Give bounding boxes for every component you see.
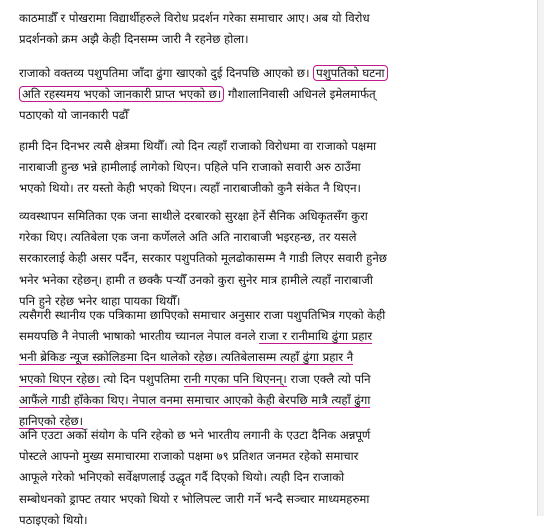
text-line	[19, 84, 531, 105]
text-line: पनि हुने रहेछ भनेर थाहा पायका थियौँ।	[19, 293, 181, 308]
text-line: पोस्टले आफ्नो मुख्य समाचारमा राजाको पक्षमा ७९ प्रतिशत जनमत रहेको समाचार	[19, 449, 359, 464]
paragraph-5	[19, 305, 531, 432]
text-line	[19, 347, 531, 368]
text-line	[19, 326, 531, 347]
underlined-annotation: आफैंले गाडी हाँकेका थिए। नेपाल वनमा समाचार आएको केही बेरपछि मात्रै त्यहाँ ढुंगा	[19, 392, 371, 407]
text-line	[19, 63, 531, 84]
text-span: त्यो दिन पशुपतिमा	[99, 371, 184, 386]
text-line	[19, 390, 531, 411]
text-line: नाराबाजी हुन्छ भन्ने हामीलाई लागेको थिएन। पहिले पनि राजाको सवारी अरु ठाउँमा	[19, 160, 361, 175]
paragraph-2	[19, 63, 531, 127]
text-span: राजाको वक्तव्य पशुपतिमा जाँदा ढुंगा खाएको दुई दिनपछि आएको छ।	[19, 66, 314, 80]
window-scroll-edge[interactable]	[537, 0, 544, 516]
text-line: भनेर भनेका रहेछन्। हामी त छक्कै पऱ्यौँ उनको कुरा सुनेर मात्र हामीले त्यहाँ नाराबाजी	[19, 272, 373, 287]
underlined-annotation: त्यतिबेलासम्म त्यहाँ ढुंगा प्रहार नै	[217, 350, 354, 365]
paragraph-6	[19, 425, 531, 531]
text-line: आफूले गरेको भनिएको सर्वेक्षणलाई उद्धृत गर्दै दिएको थियो। त्यही दिन राजाको	[19, 470, 345, 485]
text-line: अनि एउटा अर्को संयोग के पनि रहेको छ भने भारतीय लगानी के एउटा दैनिक अन्नपूर्ण	[19, 428, 371, 442]
underlined-annotation: राजा र रानीमाथि ढुंगा प्रहार	[259, 329, 373, 344]
text-line: पठाएको यो जानकारी पढौँ	[19, 108, 129, 123]
circled-annotation: पशुपतिको घटना	[313, 65, 387, 81]
text-line: गरेका थिए। त्यतिबेला एक जना कर्णेलले अति अति नाराबाजी भइरहन्छ, तर यसले	[19, 230, 357, 245]
underlined-annotation: भएको थिएन रहेछ।	[19, 371, 100, 386]
text-line: काठमाडौँ र पोखरामा विद्यार्थीहरुले विरोध प्रदर्शन गरेका समाचार आए। अब यो विरोध	[19, 11, 370, 25]
text-line: सम्बोधनको ड्राफ्ट तयार भएको थियो र भोलिपल्ट जारी गर्ने भन्दै सञ्चार माध्यमहरुमा	[19, 491, 370, 506]
underlined-annotation: रानी गएका पनि थिएनन्।	[183, 371, 287, 386]
paragraph-4	[19, 206, 531, 312]
text-line	[19, 369, 531, 390]
text-line: प्रदर्शनको क्रम अझै केही दिनसम्म जारी नै रहनेछ होला।	[19, 32, 249, 47]
text-line: हामी दिन दिनभर त्यसै क्षेत्रमा थियौँ। त्यो दिन त्यहाँ राजाको विरोधमा वा राजाको पक्षमा	[19, 139, 377, 153]
text-line: सरकारलाई केही असर पर्दैन, सरकार पशुपतिको मूलढोकासम्म नै गाडी लिएर सवारी हुनेछ	[19, 251, 387, 266]
paragraph-1	[19, 8, 531, 50]
text-line: पठाइएको थियो।	[19, 512, 88, 527]
underlined-annotation: भनी ब्रेकिङ न्यूज स्क्रोलिङमा दिन थालेको रहेछ।	[19, 350, 218, 365]
text-span: गौशालानिवासी अधिनले इमेलमार्फत्	[224, 87, 376, 102]
paragraph-3	[19, 136, 531, 200]
text-line: व्यवस्थापन समितिका एक जना साथीले दरबारको सुरक्षा हेर्ने सैनिक अधिकृतसँग कुरा	[19, 209, 368, 223]
text-line: त्यसैगरी स्थानीय एक पत्रिकामा छापिएको समाचार अनुसार राजा पशुपतिभित्र गएको केही	[19, 308, 386, 322]
text-span: समयपछि नै नेपाली भाषाको भारतीय च्यानल नेपाल वनले	[19, 329, 260, 344]
text-span: राजा एक्लै त्यो पनि	[286, 371, 371, 386]
underlined-annotation: हानिएको रहेछ।	[19, 413, 84, 428]
text-line: भएको थियो। तर यस्तो केही भएको थिएन। त्यहाँ नाराबाजीको कुनै संकेत नै थिएन।	[19, 181, 361, 196]
circled-annotation: अति रहस्यमय भएको जानकारी प्राप्त भएको छ।	[19, 86, 224, 102]
